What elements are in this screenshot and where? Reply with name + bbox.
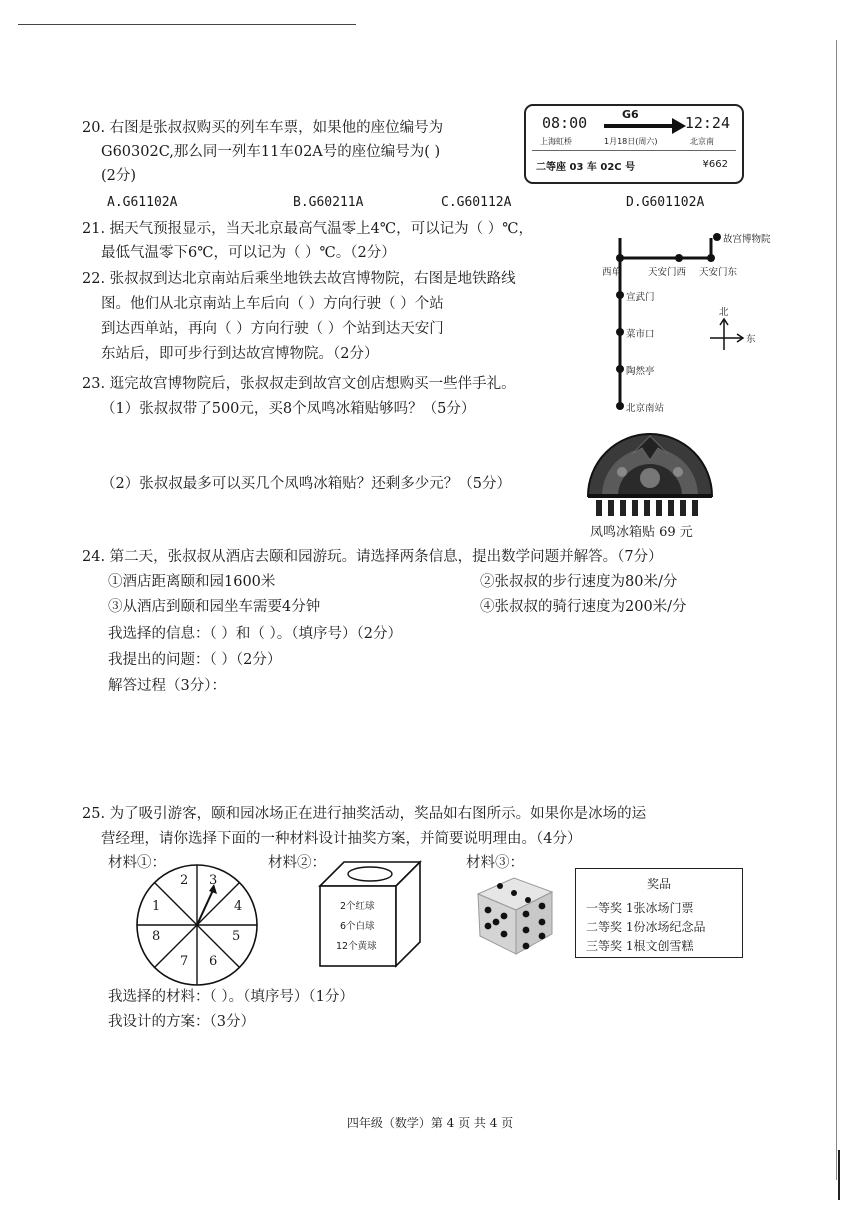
q22-line4: 东站后，即可步行到达故宫博物院。（2分）	[101, 346, 379, 362]
ticket-from: 上海虹桥	[540, 137, 572, 146]
ticket-seat: 二等座 03 车 02C 号	[536, 162, 636, 173]
station-beijing-south: 北京南站	[626, 403, 665, 414]
box-yellow-balls: 12个黄球	[336, 941, 377, 952]
station-museum: 故宫博物院	[723, 234, 771, 245]
q24-info2: ②张叔叔的步行速度为80米/分	[480, 574, 678, 590]
q22-line2: 图。他们从北京南站上车后向（ ）方向行驶（ ）个站	[101, 296, 444, 312]
station-tam-west-dot	[675, 254, 683, 262]
compass-east: 东	[746, 334, 756, 345]
spinner-wheel	[132, 860, 262, 990]
q25-choose: 我选择的材料：（ ）。（填序号）（1分）	[108, 989, 354, 1005]
dice-image	[470, 872, 560, 958]
q25-material2: 材料②：	[268, 855, 326, 871]
spinner-number-1: 1	[152, 899, 161, 914]
spinner-number-8: 8	[152, 929, 161, 944]
q21-line2: 最低气温零下6℃，可以记为（ ）℃。（2分）	[101, 245, 396, 261]
compass-icon	[708, 316, 748, 356]
compass-north: 北	[719, 307, 729, 318]
ticket-date: 1月18日(周六)	[604, 137, 658, 146]
q25-material1: 材料①：	[108, 855, 166, 871]
q23-line1: 23. 逛完故宫博物院后，张叔叔走到故宫文创店想购买一些伴手礼。	[82, 376, 516, 392]
station-caishikou-dot	[616, 328, 624, 336]
q22-line3: 到达西单站，再向（ ）方向行驶（ ）个站到达天安门	[101, 321, 444, 337]
q24-info1: ①酒店距离颐和园1600米	[108, 574, 276, 590]
spinner-number-5: 5	[232, 929, 241, 944]
ticket-depart-time: 08:00	[542, 114, 588, 132]
ticket-arrive-time: 12:24	[684, 114, 730, 132]
station-caishikou: 菜市口	[626, 329, 655, 340]
prize-first: 一等奖 1张冰场门票	[586, 901, 694, 915]
ticket-divider	[532, 150, 736, 151]
station-beijing-south-dot	[616, 402, 624, 410]
q20-option-a: A.G61102A	[107, 195, 178, 210]
q25-line2: 营经理，请你选择下面的一种材料设计抽奖方案，并简要说明理由。（4分）	[101, 831, 582, 847]
prizes-box	[575, 868, 743, 958]
scan-edge-mark	[838, 1150, 840, 1200]
station-museum-dot	[713, 233, 721, 241]
q22-line1: 22. 张叔叔到达北京南站后乘坐地铁去故宫博物院，右图是地铁路线	[82, 271, 516, 287]
spinner-number-4: 4	[234, 899, 243, 914]
station-xuanwumen: 宣武门	[626, 292, 655, 303]
q20-line2: G60302C,那么同一列车11车02A号的座位编号为( )	[101, 144, 441, 160]
spinner-number-2: 2	[180, 873, 189, 888]
fridge-magnet-image	[582, 424, 718, 520]
ticket-arrow-icon	[604, 124, 674, 128]
box-red-balls: 2个红球	[340, 901, 375, 912]
q24-question: 我提出的问题：（ ）（2分）	[108, 652, 282, 668]
station-xidan: 西单	[602, 267, 622, 278]
train-ticket	[524, 104, 744, 184]
spinner-number-7: 7	[180, 954, 189, 969]
ticket-train-number: G6	[622, 108, 639, 121]
ticket-price: ¥662	[702, 159, 728, 170]
q20-line1: 20. 右图是张叔叔购买的列车车票，如果他的座位编号为	[82, 120, 444, 136]
station-tam-east: 天安门东	[699, 267, 738, 278]
station-xuanwumen-dot	[616, 291, 624, 299]
q25-design: 我设计的方案：（3分）	[108, 1014, 255, 1030]
q24-info3: ③从酒店到颐和园坐车需要4分钟	[108, 599, 321, 615]
ball-box	[318, 858, 422, 970]
q20-option-b: B.G60211A	[293, 195, 364, 210]
q23-sub1: （1）张叔叔带了500元，买8个凤鸣冰箱贴够吗？（5分）	[101, 401, 476, 417]
station-tam-east-dot	[707, 254, 715, 262]
q24-line1: 24. 第二天，张叔叔从酒店去颐和园游玩。请选择两条信息，提出数学问题并解答。（7分）	[82, 549, 663, 565]
prize-second: 二等奖 1份冰场纪念品	[586, 920, 706, 934]
q21-line1: 21. 据天气预报显示，当天北京最高气温零上4℃，可以记为（ ）℃，	[82, 221, 533, 237]
q24-choose: 我选择的信息：（ ）和（ ）。（填序号）（2分）	[108, 626, 402, 642]
header-rule	[18, 24, 356, 25]
station-tam-west: 天安门西	[648, 267, 687, 278]
station-xidan-dot	[616, 254, 624, 262]
subway-map	[598, 228, 798, 418]
q20-option-c: C.G60112A	[441, 195, 512, 210]
scan-edge-line	[836, 40, 837, 1180]
q25-line1: 25. 为了吸引游客，颐和园冰场正在进行抽奖活动，奖品如右图所示。如果你是冰场的运	[82, 806, 647, 822]
page-footer: 四年级（数学）第 4 页 共 4 页	[346, 1116, 514, 1130]
spinner-number-6: 6	[209, 954, 218, 969]
q24-solve: 解答过程（3分）：	[108, 678, 226, 694]
station-taoranting-dot	[616, 365, 624, 373]
q24-info4: ④张叔叔的骑行速度为200米/分	[480, 599, 687, 615]
station-taoranting: 陶然亭	[626, 366, 655, 377]
magnet-caption: 凤鸣冰箱贴 69 元	[590, 525, 693, 540]
prizes-title: 奖品	[646, 877, 671, 891]
spinner-number-3: 3	[209, 873, 218, 888]
q20-option-d: D.G601102A	[626, 195, 705, 210]
q23-sub2: （2）张叔叔最多可以买几个凤鸣冰箱贴？还剩多少元？（5分）	[101, 476, 511, 492]
q25-material3: 材料③：	[466, 855, 524, 871]
ticket-to: 北京南	[690, 137, 714, 146]
box-white-balls: 6个白球	[340, 921, 375, 932]
prize-third: 三等奖 1根文创雪糕	[586, 939, 694, 953]
q20-line3: (2分)	[101, 168, 137, 184]
